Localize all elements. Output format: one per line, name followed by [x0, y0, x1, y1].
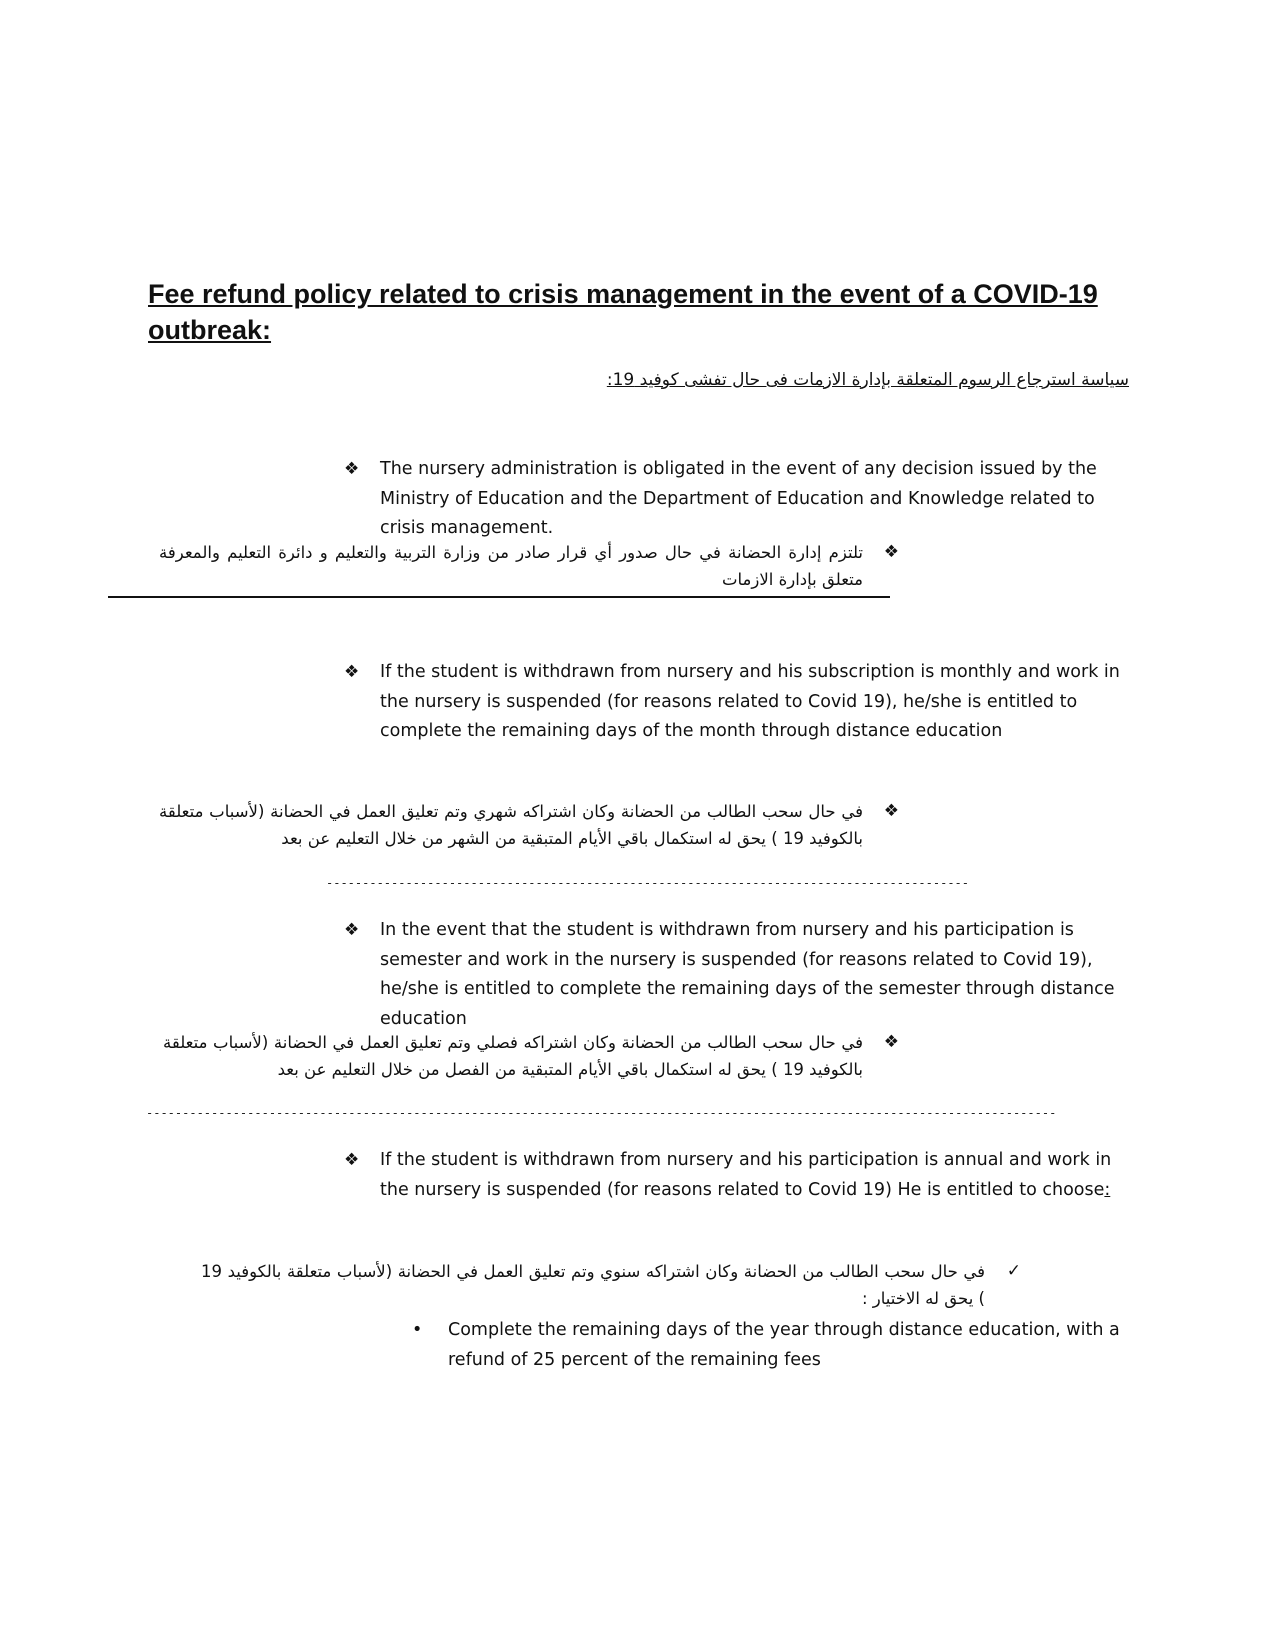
policy-text-arabic-1: تلتزم إدارة الحضانة في حال صدور أي قرار صادر من وزارة التربية والتعليم و دائرة التعليم والمعرفة متعلق بإدارة الازمات	[159, 543, 863, 589]
section-divider-rule	[108, 596, 890, 598]
underlined-colon: :	[1104, 1179, 1111, 1200]
policy-item-arabic-1	[159, 539, 899, 593]
policy-text-arabic-3: في حال سحب الطالب من الحضانة وكان اشتراكه فصلي وتم تعليق العمل في الحضانة (لأسباب متعلقة بالكوفيد 19 ) يحق له استكمال باقي الأيام المتبقية من الفصل من خلال التعليم عن بعد	[163, 1033, 863, 1079]
dashed-separator-short: -----------------------------------------------------------------------------------------	[326, 876, 969, 890]
policy-text-english-4-main: If the student is withdrawn from nursery and his participation is annual and work in the nursery is suspended (for reasons related to Covid 19) He is entitled to choose	[380, 1150, 1112, 1200]
dashed-separator-long: ------------------------------------------------------------------------------------------------------------------------------	[146, 1106, 1057, 1120]
policy-item-english-4	[344, 1146, 1124, 1205]
diamond-bullet-icon: ❖	[344, 662, 360, 682]
diamond-bullet-icon: ❖	[883, 1032, 899, 1052]
policy-text-english-2: If the student is withdrawn from nursery and his subscription is monthly and work in the nursery is suspended (for reasons related to Covid 19), he/she is entitled to complete the remaining days of the month through distance education	[380, 662, 1120, 741]
policy-item-english-2	[344, 658, 1124, 747]
policy-item-english-3	[344, 916, 1124, 1034]
policy-item-arabic-2	[159, 798, 899, 852]
checkmark-bullet-icon: ✓	[1006, 1261, 1021, 1281]
policy-item-arabic-3	[163, 1029, 899, 1083]
policy-text-arabic-2: في حال سحب الطالب من الحضانة وكان اشتراكه شهري وتم تعليق العمل في الحضانة (لأسباب متعلقة بالكوفيد 19 ) يحق له استكمال باقي الأيام المتبقية من الشهر من خلال التعليم عن بعد	[159, 802, 863, 848]
policy-text-english-3: In the event that the student is withdrawn from nursery and his participation is semester and work in the nursery is suspended (for reasons related to Covid 19), he/she is entitled to complete the remaining days of the semester through distance education	[380, 920, 1115, 1029]
policy-item-arabic-4	[201, 1258, 1021, 1312]
diamond-bullet-icon: ❖	[344, 459, 360, 479]
policy-item-english-1	[344, 455, 1124, 544]
arabic-title: سياسة استرجاع الرسوم المتعلقة بإدارة الازمات فى حال تفشى كوفيد 19:	[606, 370, 1129, 390]
dot-bullet-icon: •	[412, 1320, 423, 1340]
diamond-bullet-icon: ❖	[344, 920, 360, 940]
option-item-1	[412, 1316, 1132, 1375]
policy-text-english-4	[380, 1146, 1124, 1205]
option-text-1: Complete the remaining days of the year through distance education, with a refund of 25 percent of the remaining fees	[448, 1320, 1120, 1370]
diamond-bullet-icon: ❖	[883, 542, 899, 562]
diamond-bullet-icon: ❖	[344, 1150, 360, 1170]
diamond-bullet-icon: ❖	[883, 801, 899, 821]
policy-text-english-1: The nursery administration is obligated in the event of any decision issued by the Ministry of Education and the Department of Education and Knowledge related to crisis management.	[380, 459, 1097, 538]
policy-text-arabic-4: في حال سحب الطالب من الحضانة وكان اشتراكه سنوي وتم تعليق العمل في الحضانة (لأسباب متعلقة بالكوفيد 19 ) يحق له الاختيار :	[201, 1262, 985, 1308]
page-title: Fee refund policy related to crisis management in the event of a COVID-19 outbreak:	[148, 279, 1098, 345]
